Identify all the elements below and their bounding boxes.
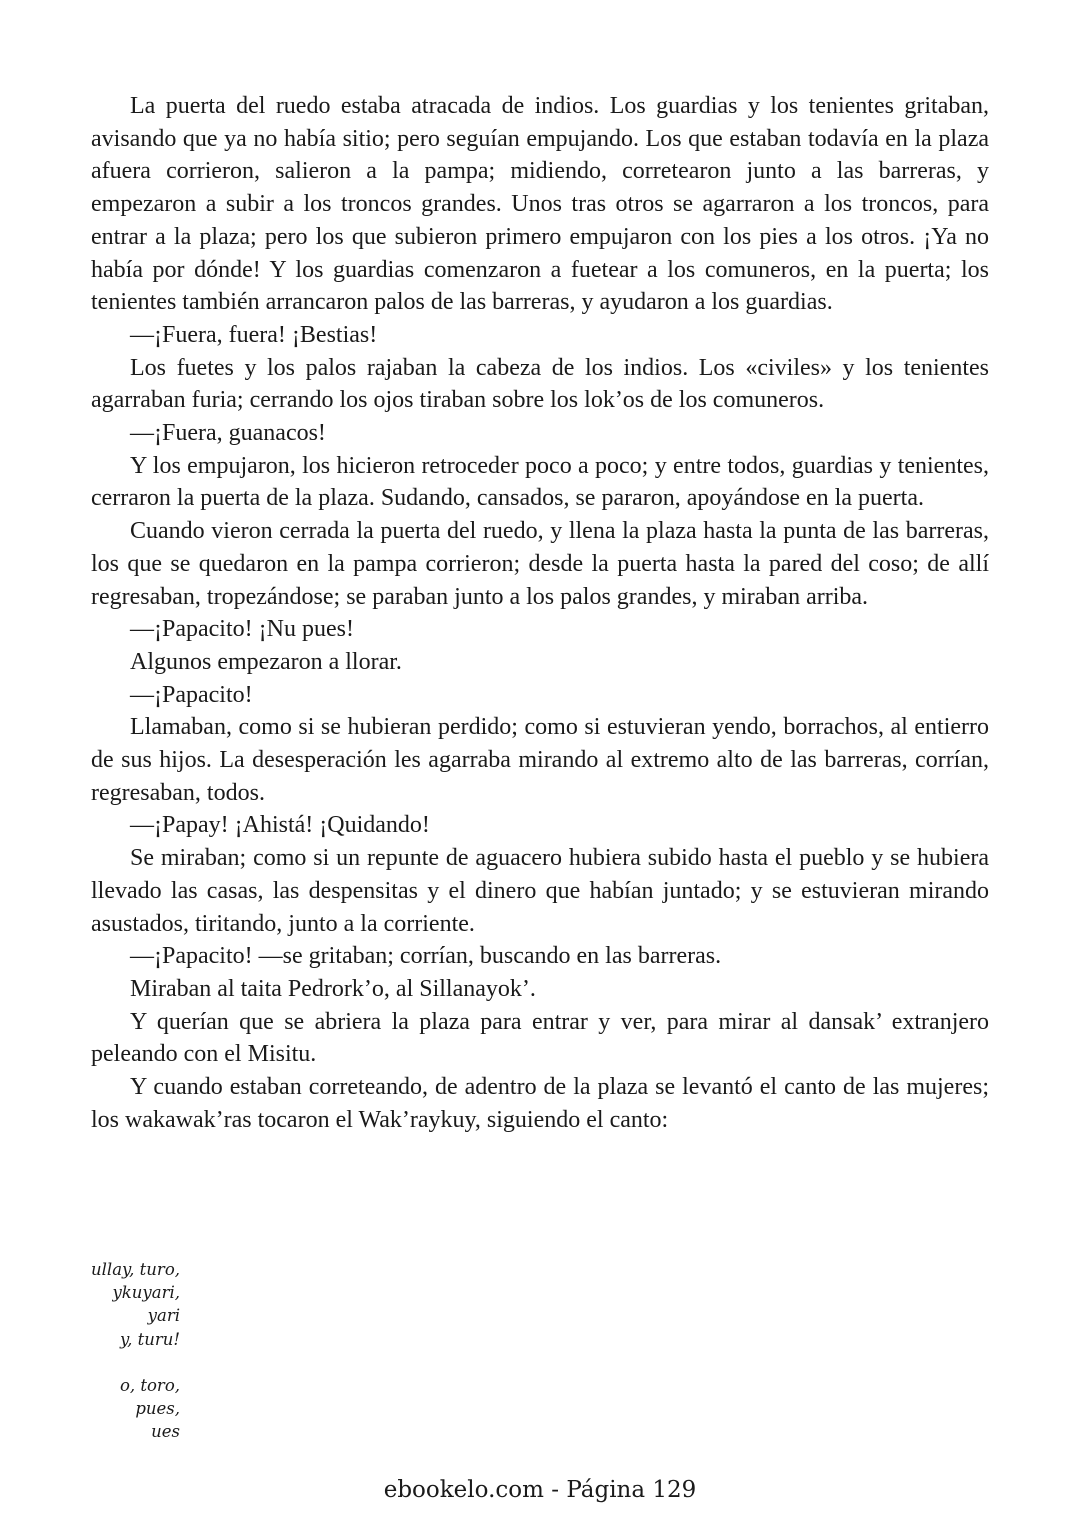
verse-stanza [0,1258,240,1351]
verse-line: ullay, turo, [91,1260,180,1279]
verse-stanza [0,1374,240,1444]
paragraph: Algunos empezaron a llorar. [130,648,402,675]
verse-line: ykuyari, [112,1283,180,1303]
paragraph: Y los empujaron, los hicieron retroceder poco a poco; y entre todos, guardias y tenientes, cerraron la puerta de la plaza. Sudando, cansados, se pararon, apoyándose en la puerta. [91,452,989,512]
page-footer: ebookelo.com - Página 129 [383,1477,697,1503]
verse-line: y, turu! [119,1329,180,1349]
paragraph: Llamaban, como si se hubieran perdido; como si estuvieran yendo, borrachos, al entierro de sus hijos. La desesperación les agarraba mirando al extremo alto de las barreras, corrían, regresaban, todos. [91,714,989,806]
dialogue-line: —¡Papacito! ¡Nu pues! [130,616,354,643]
dialogue-line: —¡Fuera, fuera! ¡Bestias! [130,321,378,348]
dialogue-line: —¡Papacito! —se gritaban; corrían, buscando en las barreras. [130,943,722,970]
paragraph: Se miraban; como si un repunte de aguacero hubiera subido hasta el pueblo y se hubiera llevado las casas, las despensitas y el dinero que habían juntado; y se estuvieran mirando asustados, tiritando, junto a la corriente. [91,845,989,937]
verse-line: yari [147,1306,180,1326]
verse-line: pues, [135,1399,180,1419]
page-body [91,90,989,1137]
dialogue-line: —¡Fuera, guanacos! [130,420,326,447]
paragraph: Y querían que se abriera la plaza para entrar y ver, para mirar al dansak’ extranjero peleando con el Misitu. [91,1008,989,1068]
dialogue-line: —¡Papay! ¡Ahistá! ¡Quidando! [130,812,430,839]
dialogue-line: —¡Papacito! [130,681,253,708]
verse-line: o, toro, [119,1375,180,1395]
paragraph: Cuando vieron cerrada la puerta del ruedo, y llena la plaza hasta la punta de las barreras, los que se quedaron en la pampa corrieron; desde la puerta hasta la pared del coso; de allí regresaban, tropezándose; se paraban junto a los palos grandes, y miraban arriba. [91,518,989,610]
paragraph: Los fuetes y los palos rajaban la cabeza de los indios. Los «civiles» y los tenientes agarraban furia; cerrando los ojos tiraban sobre los lok’os de los comuneros. [91,354,989,414]
paragraph: La puerta del ruedo estaba atracada de indios. Los guardias y los tenientes gritaban, avisando que ya no había sitio; pero seguían empujando. Los que estaban todavía en la plaza afuera corrieron, salieron a la pampa; midiendo, corretearon junto a las barreras, y empezaron a subir a los troncos grandes. Unos tras otros se agarraron a los troncos, para entrar a la plaza; pero los que subieron primero empujaron con los pies a los otros. ¡Ya no había por dónde! Y los guardias comenzaron a fuetear a los comuneros, en la puerta; los tenientes también arrancaron palos de las barreras, y ayudaron a los guardias. [91,93,989,316]
paragraph: Y cuando estaban correteando, de adentro de la plaza se levantó el canto de las mujeres; los wakawak’ras tocaron el Wak’raykuy, siguiendo el canto: [91,1074,989,1133]
paragraph: Miraban al taita Pedrork’o, al Sillanayok’. [130,975,536,1002]
song-verse [0,1258,240,1466]
verse-line: ues [151,1422,180,1442]
